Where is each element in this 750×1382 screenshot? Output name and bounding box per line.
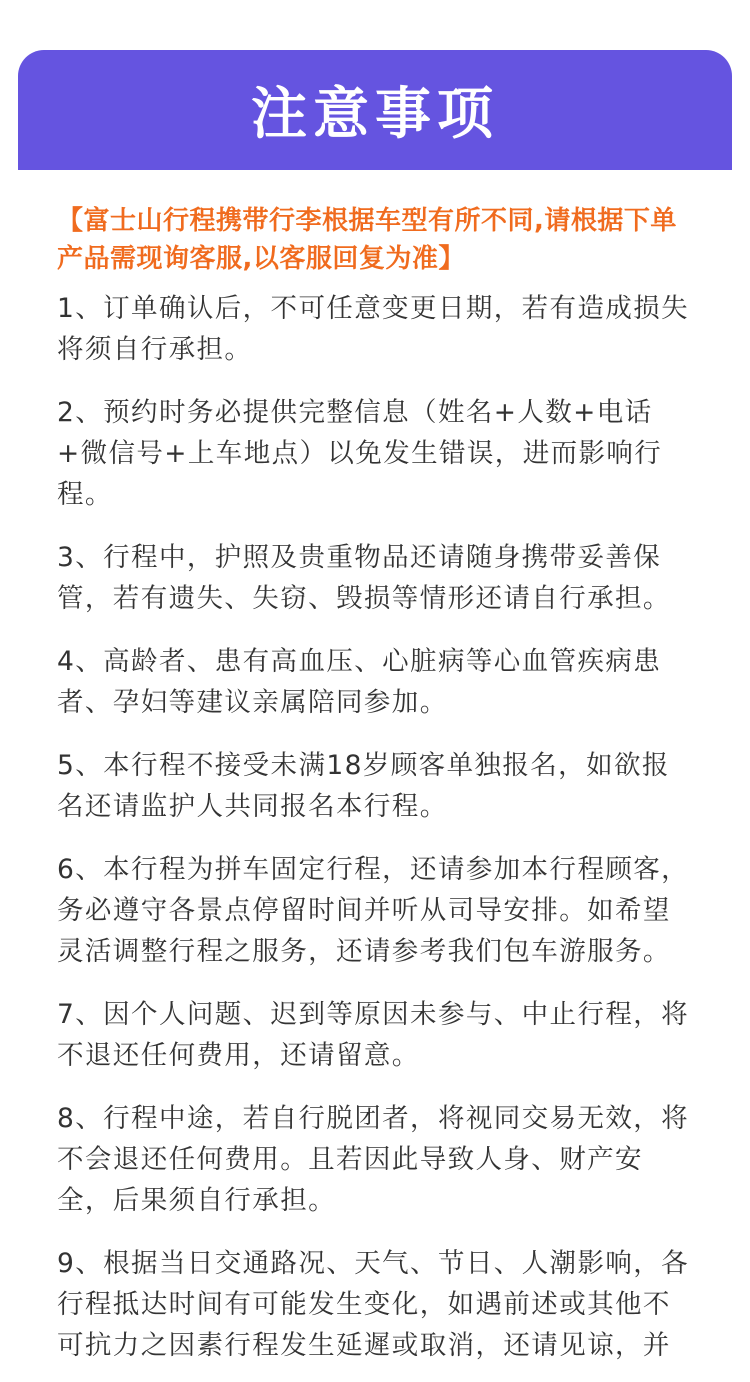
note-item-4: 4、高龄者、患有高血压、心脏病等心血管疾病患者、孕妇等建议亲属陪同参加。: [57, 646, 662, 718]
note-item-1: 1、订单确认后，不可任意变更日期，若有造成损失将须自行承担。: [57, 293, 690, 365]
note-item-9: 9、根据当日交通路况、天气、节日、人潮影响，各行程抵达时间有可能发生变化，如遇前述或其他不可抗力之因素行程发生延遲或取消，还请见谅，并: [57, 1248, 690, 1361]
note-item-5: 5、本行程不接受未满18岁顾客单独报名，如欲报名还请监护人共同报名本行程。: [57, 750, 670, 822]
note-item-3: 3、行程中，护照及贵重物品还请随身携带妥善保管，若有遗失、失窃、毁损等情形还请自行承担。: [57, 542, 671, 614]
note-item-7: 7、因个人问题、迟到等原因未参与、中止行程，将不退还任何费用，还请留意。: [57, 999, 690, 1071]
luggage-notice: 【富士山行程携带行李根据车型有所不同,请根据下单产品需现询客服,以客服回复为准】: [57, 206, 677, 274]
section-header: [18, 50, 732, 170]
note-item-2: 2、预约时务必提供完整信息（姓名+人数+电话+微信号+上车地点）以免发生错误，进而影响行程。: [57, 397, 663, 510]
section-title: 注意事项: [251, 82, 499, 147]
notes-content: [57, 202, 697, 1366]
note-item-6: 6、本行程为拼车固定行程，还请参加本行程顾客，务必遵守各景点停留时间并听从司导安排。如希望灵活调整行程之服务，还请参考我们包车游服务。: [57, 854, 690, 967]
note-item-8: 8、行程中途，若自行脱团者，将视同交易无效，将不会退还任何费用。且若因此导致人身、财产安全，后果须自行承担。: [57, 1103, 690, 1216]
